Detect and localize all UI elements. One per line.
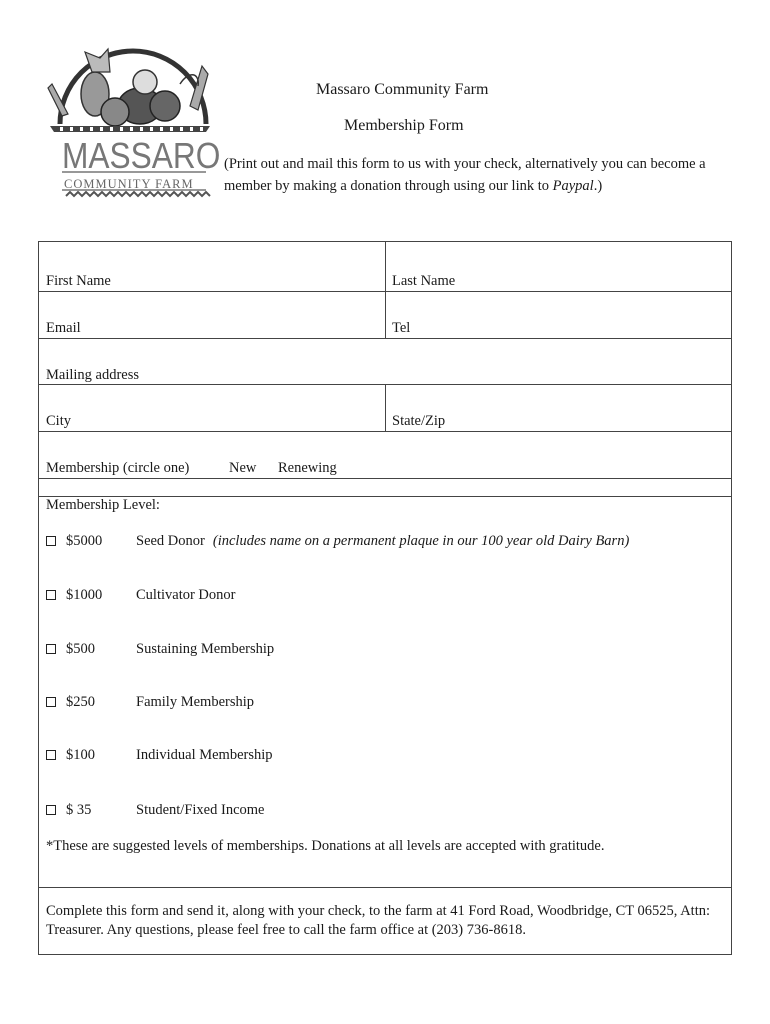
level-name: Individual Membership [136, 747, 273, 763]
membership-type-label: Membership (circle one) [46, 460, 190, 476]
checkbox[interactable] [46, 805, 56, 815]
checkbox[interactable] [46, 750, 56, 760]
row-divider [39, 431, 731, 432]
massaro-farm-logo [40, 44, 221, 204]
row-divider [39, 887, 731, 888]
tel-field[interactable]: Tel [392, 320, 411, 336]
intro-end: .) [593, 178, 603, 194]
level-amount: $ 35 [66, 802, 92, 818]
state-zip-field[interactable]: State/Zip [392, 413, 446, 429]
level-name: Family Membership [136, 694, 255, 710]
column-divider [385, 384, 386, 431]
level-amount: $1000 [66, 587, 103, 603]
mailing-instructions: Complete this form and send it, along with your check, to the farm at 41 Ford Road, Woodbridge, CT 06525, Attn: Treasurer. Any questions, please feel free to call the farm office at (203) 736-8618. [46, 903, 710, 938]
membership-level-heading: Membership Level: [46, 497, 160, 513]
last-name-field[interactable]: Last Name [392, 273, 456, 289]
level-note: (includes name on a permanent plaque in our 100 year old Dairy Barn) [212, 533, 630, 549]
level-name: Seed Donor (includes name on a permanent plaque in our 100 year old Dairy Barn) [136, 533, 630, 549]
intro-text [224, 153, 724, 197]
level-name: Sustaining Membership [136, 641, 275, 657]
logo-subtitle: COMMUNITY FARM [64, 177, 194, 191]
form-subtitle: Membership Form [344, 117, 464, 134]
checkbox[interactable] [46, 697, 56, 707]
level-amount: $500 [66, 641, 95, 657]
row-divider [39, 478, 731, 479]
column-divider [385, 242, 386, 338]
option-new[interactable]: New [229, 460, 257, 476]
logo-name: MASSARO [62, 135, 221, 176]
level-amount: $100 [66, 747, 95, 763]
level-name: Student/Fixed Income [136, 802, 265, 818]
first-name-field[interactable]: First Name [46, 273, 111, 289]
option-renewing[interactable]: Renewing [278, 460, 337, 476]
checkbox[interactable] [46, 536, 56, 546]
membership-form-table [38, 241, 732, 955]
level-name: Cultivator Donor [136, 587, 236, 603]
page-title: Massaro Community Farm [316, 81, 489, 98]
row-divider [39, 338, 731, 339]
mailing-address-field[interactable]: Mailing address [46, 367, 140, 383]
level-amount: $250 [66, 694, 95, 710]
checkbox[interactable] [46, 590, 56, 600]
levels-footnote: *These are suggested levels of memberships. Donations at all levels are accepted with gratitude. [46, 838, 605, 854]
level-amount: $5000 [66, 533, 103, 549]
paypal-link[interactable]: Paypal [552, 178, 594, 194]
intro-body: (Print out and mail this form to us with your check, alternatively you can become a member by making a donation through using our link to [224, 156, 706, 194]
email-field[interactable]: Email [46, 320, 81, 336]
checkbox[interactable] [46, 644, 56, 654]
city-field[interactable]: City [46, 413, 71, 429]
